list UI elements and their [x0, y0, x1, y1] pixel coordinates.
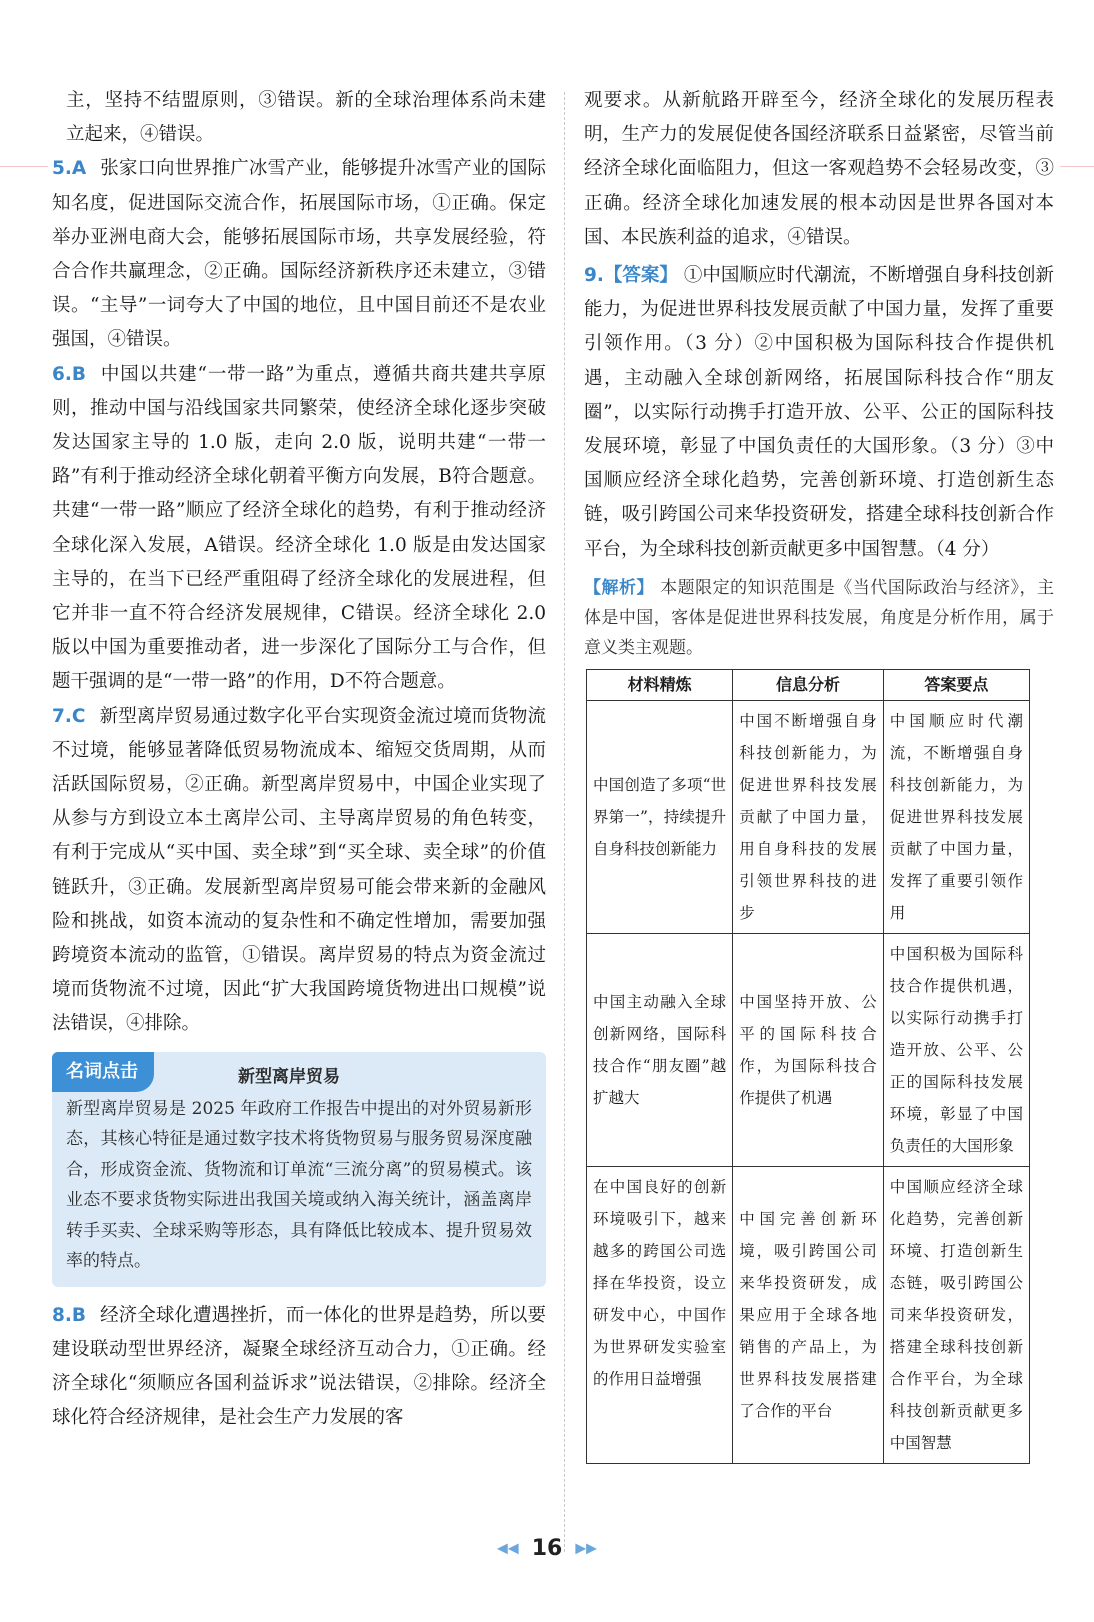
question-8 [52, 1299, 546, 1436]
table-header-cell: 材料精炼 [587, 669, 733, 700]
table-header-row [587, 669, 1030, 700]
table-cell: 中国主动融入全球创新网络，国际科技合作“朋友圈”越扩越大 [587, 933, 733, 1166]
header-rule-left [0, 166, 48, 167]
previous-page-icon[interactable]: ◀◀ [497, 1540, 519, 1557]
column-divider [564, 92, 565, 1552]
table-row [587, 933, 1030, 1166]
question-5-text: 张家口向世界推广冰雪产业，能够提升冰雪产业的国际知名度，促进国际交流合作，拓展国际市场，①正确。保定举办亚洲电商大会，能够拓展国际市场，共享发展经验，符合合作共赢理念，②正确。国际经济新秩序还未建立，③错误。“主导”一词夸大了中国的地位，且中国目前还不是农业强国，④错误。 [52, 158, 546, 351]
table-header-cell: 答案要点 [883, 669, 1029, 700]
table-cell: 中国创造了多项“世界第一”，持续提升自身科技创新能力 [587, 700, 733, 933]
table-cell: 中国顺应时代潮流，不断增强自身科技创新能力，为促进世界科技发展贡献了中国力量，发挥了重要引领作用 [883, 700, 1029, 933]
next-page-icon[interactable]: ▶▶ [575, 1540, 597, 1557]
question-9-number: 9. [584, 265, 604, 287]
table-header-cell: 信息分析 [733, 669, 884, 700]
table-row [587, 1166, 1030, 1463]
question-9-analysis [584, 573, 1054, 663]
question-7 [52, 700, 546, 1042]
table-cell: 中国完善创新环境，吸引跨国公司来华投资研发，成果应用于全球各地销售的产品上，为世界科技发展搭建了合作的平台 [733, 1166, 884, 1463]
question-6 [52, 358, 546, 700]
term-note-badge: 名词点击 [52, 1052, 154, 1093]
page-number: 16 [531, 1536, 563, 1561]
question-6-number: 6.B [52, 363, 87, 385]
question-7-number: 7.C [52, 705, 86, 727]
intro-paragraph: 主，坚持不结盟原则，③错误。新的全球治理体系尚未建立起来，④错误。 [66, 90, 546, 146]
analysis-table [586, 669, 1030, 1464]
table-cell: 中国不断增强自身科技创新能力，为促进世界科技发展贡献了中国力量，用自身科技的发展引领世界科技的进步 [733, 700, 884, 933]
question-8-text: 经济全球化遭遇挫折，而一体化的世界是趋势，所以要建设联动型世界经济，凝聚全球经济互动合力，①正确。经济全球化“须顺应各国利益诉求”说法错误，②排除。经济全球化符合经济规律，是社会生产力发展的客 [52, 1304, 546, 1429]
table-row [587, 700, 1030, 933]
table-cell: 中国顺应经济全球化趋势，完善创新环境、打造创新生态链，吸引跨国公司来华投资研发，搭建全球科技创新合作平台，为全球科技创新贡献更多中国智慧 [883, 1166, 1029, 1463]
question-9-answer-text: ①中国顺应时代潮流，不断增强自身科技创新能力，为促进世界科技发展贡献了中国力量，发挥了重要引领作用。（3 分）②中国积极为国际科技合作提供机遇，主动融入全球创新网络，拓展国际科技合作“朋友圈”，以实际行动携手打造开放、公平、公正的国际科技发展环境，彰显了中国负责任的大国形象。（3 分）③中国顺应经济全球化趋势，完善创新环境、打造创新生态链，吸引跨国公司来华投资研发，搭建全球科技创新合作平台，为全球科技创新贡献更多中国智慧。（4 分） [584, 265, 1054, 560]
table-cell: 中国积极为国际科技合作提供机遇，以实际行动携手打造开放、公平、公正的国际科技发展环境，彰显了中国负责任的大国形象 [883, 933, 1029, 1166]
left-column [52, 84, 546, 1436]
term-note-header [66, 1060, 532, 1094]
page-footer [0, 1536, 1094, 1561]
answer-tag: 【答案】 [603, 265, 678, 287]
term-note-text: 新型离岸贸易是 2025 年政府工作报告中提出的对外贸易新形态，其核心特征是通过数字技术将货物贸易与服务贸易深度融合，形成资金流、货物流和订单流“三流分离”的贸易模式。该业态不要求货物实际进出我国关境或纳入海关统计，涵盖离岸转手买卖、全球采购等形态，具有降低比较成本、提升贸易效率的特点。 [66, 1098, 532, 1272]
term-note-title: 新型离岸贸易 [238, 1066, 340, 1087]
question-6-text: 中国以共建“一带一路”为重点，遵循共商共建共享原则，推动中国与沿线国家共同繁荣，使经济全球化逐步突破发达国家主导的 1.0 版，走向 2.0 版，说明共建“一带一路”有利于推动经济全球化朝着平衡方向发展，B符合题意。共建“一带一路”顺应了经济全球化的趋势，有利于推动经济全球化深入发展，A错误。经济全球化 1.0 版是由发达国家主导的，在当下已经严重阻碍了经济全球化的发展进程，但它并非一直不符合经济发展规律，C错误。经济全球化 2.0 版以中国为重要推动者，进一步深化了国际分工与合作，但题干强调的是“一带一路”的作用，D不符合题意。 [52, 363, 546, 693]
header-rule-right [1060, 166, 1094, 167]
question-9-analysis-text: 本题限定的知识范围是《当代国际政治与经济》，主体是中国，客体是促进世界科技发展，角度是分析作用，属于意义类主观题。 [584, 577, 1055, 658]
analysis-tag: 【解析】 [584, 577, 655, 598]
term-note-box [52, 1052, 546, 1287]
question-5-number: 5.A [52, 158, 87, 180]
question-8-number: 8.B [52, 1304, 87, 1326]
table-cell: 中国坚持开放、公平的国际科技合作，为国际科技合作提供了机遇 [733, 933, 884, 1166]
table-cell: 在中国良好的创新环境吸引下，越来越多的跨国公司选择在华投资，设立研发中心，中国作为世界研发实验室的作用日益增强 [587, 1166, 733, 1463]
question-7-text: 新型离岸贸易通过数字化平台实现资金流过境而货物流不过境，能够显著降低贸易物流成本、缩短交货周期，从而活跃国际贸易，②正确。新型离岸贸易中，中国企业实现了从参与方到设立本土离岸公司、主导离岸贸易的角色转变，有利于完成从“买中国、卖全球”到“买全球、卖全球”的价值链跃升，③正确。发展新型离岸贸易可能会带来新的金融风险和挑战，如资本流动的复杂性和不确定性增加，需要加强跨境资本流动的监管，①错误。离岸贸易的特点为资金流过境而货物流不过境，因此“扩大我国跨境货物进出口规模”说法错误，④排除。 [52, 705, 546, 1035]
question-9-answer [584, 259, 1054, 567]
right-column [584, 84, 1054, 1464]
question-8-continued: 观要求。从新航路开辟至今，经济全球化的发展历程表明，生产力的发展促使各国经济联系日益紧密，尽管当前经济全球化面临阻力，但这一客观趋势不会轻易改变，③正确。经济全球化加速发展的根本动因是世界各国对本国、本民族利益的追求，④错误。 [584, 90, 1054, 248]
question-5 [52, 152, 546, 357]
